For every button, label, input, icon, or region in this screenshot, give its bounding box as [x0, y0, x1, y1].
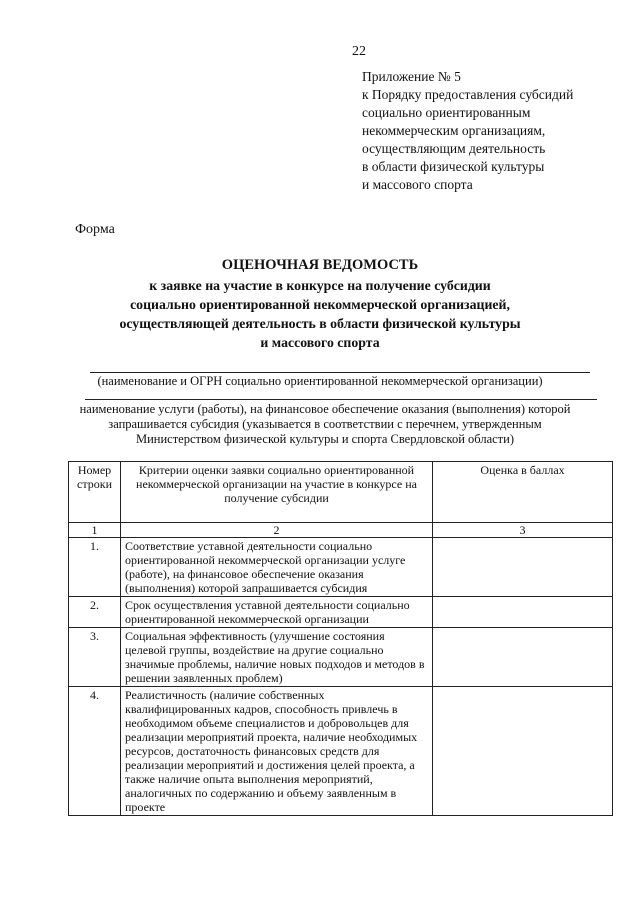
appendix-line: Приложение № 5 — [362, 69, 461, 84]
criterion-cell: Социальная эффективность (улучшение состояния целевой группы, воздействие на другие социально значимые проблемы, наличие новых подходов и методов в решении заявленных проблем) — [121, 628, 433, 687]
criterion-cell: Соответствие уставной деятельности социально ориентированной некоммерческой организации услуге (работе), на финансовое обеспечение оказания (выполнения) которой запрашивается субсидия — [121, 538, 433, 597]
service-caption-line: Министерством физической культуры и спорта Свердловской области) — [135, 432, 514, 446]
appendix-line: к Порядку предоставления субсидий — [362, 87, 574, 102]
criterion-cell: Срок осуществления уставной деятельности социально ориентированной некоммерческой организации — [121, 597, 433, 628]
score-cell[interactable] — [433, 687, 613, 816]
service-caption-line: наименование услуги (работы), на финансовое обеспечение оказания (выполнения) которой — [79, 402, 571, 416]
form-label: Форма — [75, 222, 115, 237]
service-caption-line: запрашивается субсидия (указывается в соответствии с перечнем, утвержденным — [108, 417, 542, 431]
service-caption — [60, 402, 590, 447]
appendix-note — [362, 68, 632, 194]
header-criteria: Критерии оценки заявки социально ориентированной некоммерческой организации на участие в конкурсе на получение субсидии — [121, 462, 433, 523]
index-cell: 2 — [121, 523, 433, 538]
table-index-row — [69, 523, 613, 538]
document-title — [60, 256, 580, 352]
title-line: к заявке на участие в конкурсе на получение субсидии — [149, 278, 491, 293]
header-score: Оценка в баллах — [433, 462, 613, 523]
row-number: 2. — [69, 597, 121, 628]
table-row — [69, 628, 613, 687]
appendix-line: некоммерческим организациям, — [362, 123, 546, 138]
appendix-line: социально ориентированным — [362, 105, 531, 120]
service-blank-line — [85, 399, 597, 400]
score-cell[interactable] — [433, 538, 613, 597]
title-line: социально ориентированной некоммерческой организацией, — [130, 297, 510, 312]
evaluation-table — [68, 461, 613, 816]
table-header-row — [69, 462, 613, 523]
title-line: и массового спорта — [260, 335, 380, 350]
index-cell: 3 — [433, 523, 613, 538]
row-number: 3. — [69, 628, 121, 687]
table-row — [69, 538, 613, 597]
score-cell[interactable] — [433, 597, 613, 628]
appendix-line: осуществляющим деятельность — [362, 141, 546, 156]
table-row — [69, 687, 613, 816]
appendix-line: и массового спорта — [362, 177, 473, 192]
row-number: 1. — [69, 538, 121, 597]
criterion-cell: Реалистичность (наличие собственных квалифицированных кадров, способность привлечь в необходимом объеме специалистов и добровольцев для реализации мероприятий проекта, наличие необходимых ресурсов, достаточность финансовых средств для реализации мероприятий и достижения целей проекта, а также наличие опыта выполнения мероприятий, аналогичных по содержанию и объему заявленным в проекте — [121, 687, 433, 816]
page-number: 22 — [352, 44, 366, 59]
appendix-line: в области физической культуры — [362, 159, 545, 174]
org-name-caption: (наименование и ОГРН социально ориентированной некоммерческой организации) — [97, 374, 543, 388]
index-cell: 1 — [69, 523, 121, 538]
score-cell[interactable] — [433, 628, 613, 687]
title-line: ОЦЕНОЧНАЯ ВЕДОМОСТЬ — [221, 257, 419, 273]
title-line: осуществляющей деятельность в области физической культуры — [119, 316, 521, 331]
org-name-blank-line — [90, 372, 590, 373]
header-row-number: Номер строки — [69, 462, 121, 523]
row-number: 4. — [69, 687, 121, 816]
table-row — [69, 597, 613, 628]
